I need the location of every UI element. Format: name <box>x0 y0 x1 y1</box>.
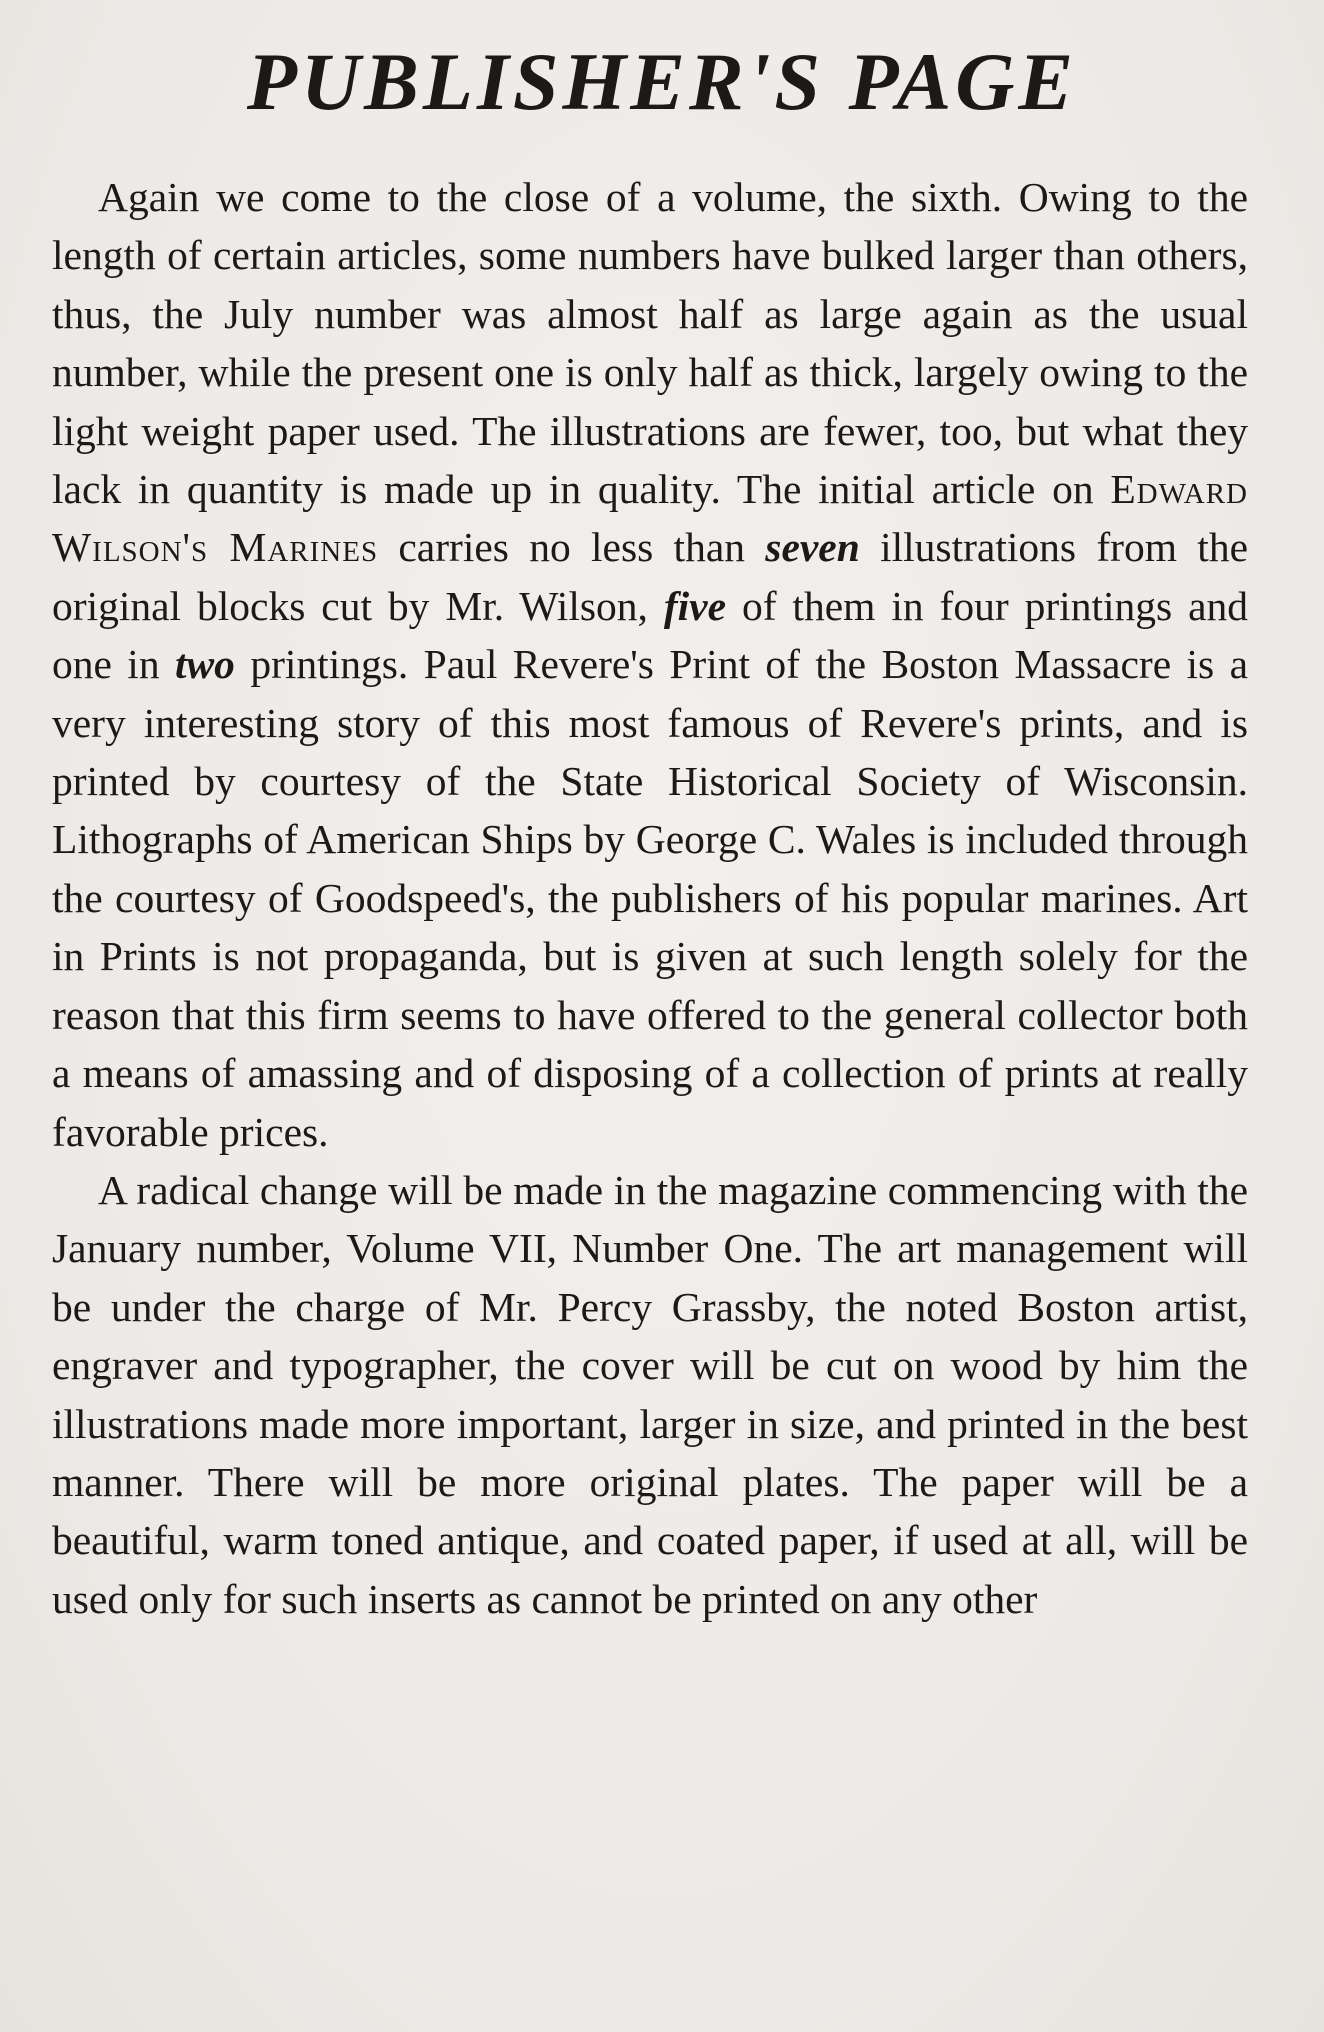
emphasis-text: two <box>174 641 235 688</box>
article-body <box>52 168 1248 1628</box>
paragraph-volume-close <box>52 168 1248 1161</box>
paragraph-text: carries no less than <box>378 524 766 571</box>
emphasis-text: five <box>663 582 727 629</box>
paragraph-text: of them in four printings and one in <box>52 582 1248 688</box>
paragraph-radical-change: A radical change will be made in the magazine commencing with the January number, Volume VII, Number One. The art management will be under the charge of Mr. Percy Grassby, the noted Boston artist, engraver and typographer, the cover will be cut on wood by him the illustrations made more important, larger in size, and printed in the best manner. There will be more original plates. The paper will be a beautiful, warm toned antique, and coated paper, if used at all, will be used only for such inserts as cannot be printed on any other <box>52 1166 1248 1622</box>
page-title: PUBLISHER'S PAGE <box>246 36 1078 127</box>
article-reference: Edward Wilson's Marines <box>52 466 1248 571</box>
paragraph-text: printings. Paul Revere's Print of the Boston Massacre is a very interesting story of this most famous of Revere's prints, and is printed by courtesy of the State Historical Society of Wisconsin. Lithographs of American Ships by George C. Wales is included through the courtesy of Goodspeed's, the publishers of his popular marines. Art in Prints is not propaganda, but is given at such length solely for the reason that this firm seems to have offered to the general collector both a means of amassing and of disposing of a collection of prints at really favorable prices. <box>52 641 1248 1155</box>
emphasis-text: seven <box>765 524 860 571</box>
paragraph-text: illustrations from the original blocks cut by Mr. Wilson, <box>52 524 1248 629</box>
paragraph-text: Again we come to the close of a volume, the sixth. Owing to the length of certain articles, some numbers have bulked larger than others, thus, the July number was almost half as large again as the usual number, while the present one is only half as thick, largely owing to the light weight paper used. The illustrations are fewer, too, but what they lack in quantity is made up in quality. The initial article on <box>52 174 1248 513</box>
